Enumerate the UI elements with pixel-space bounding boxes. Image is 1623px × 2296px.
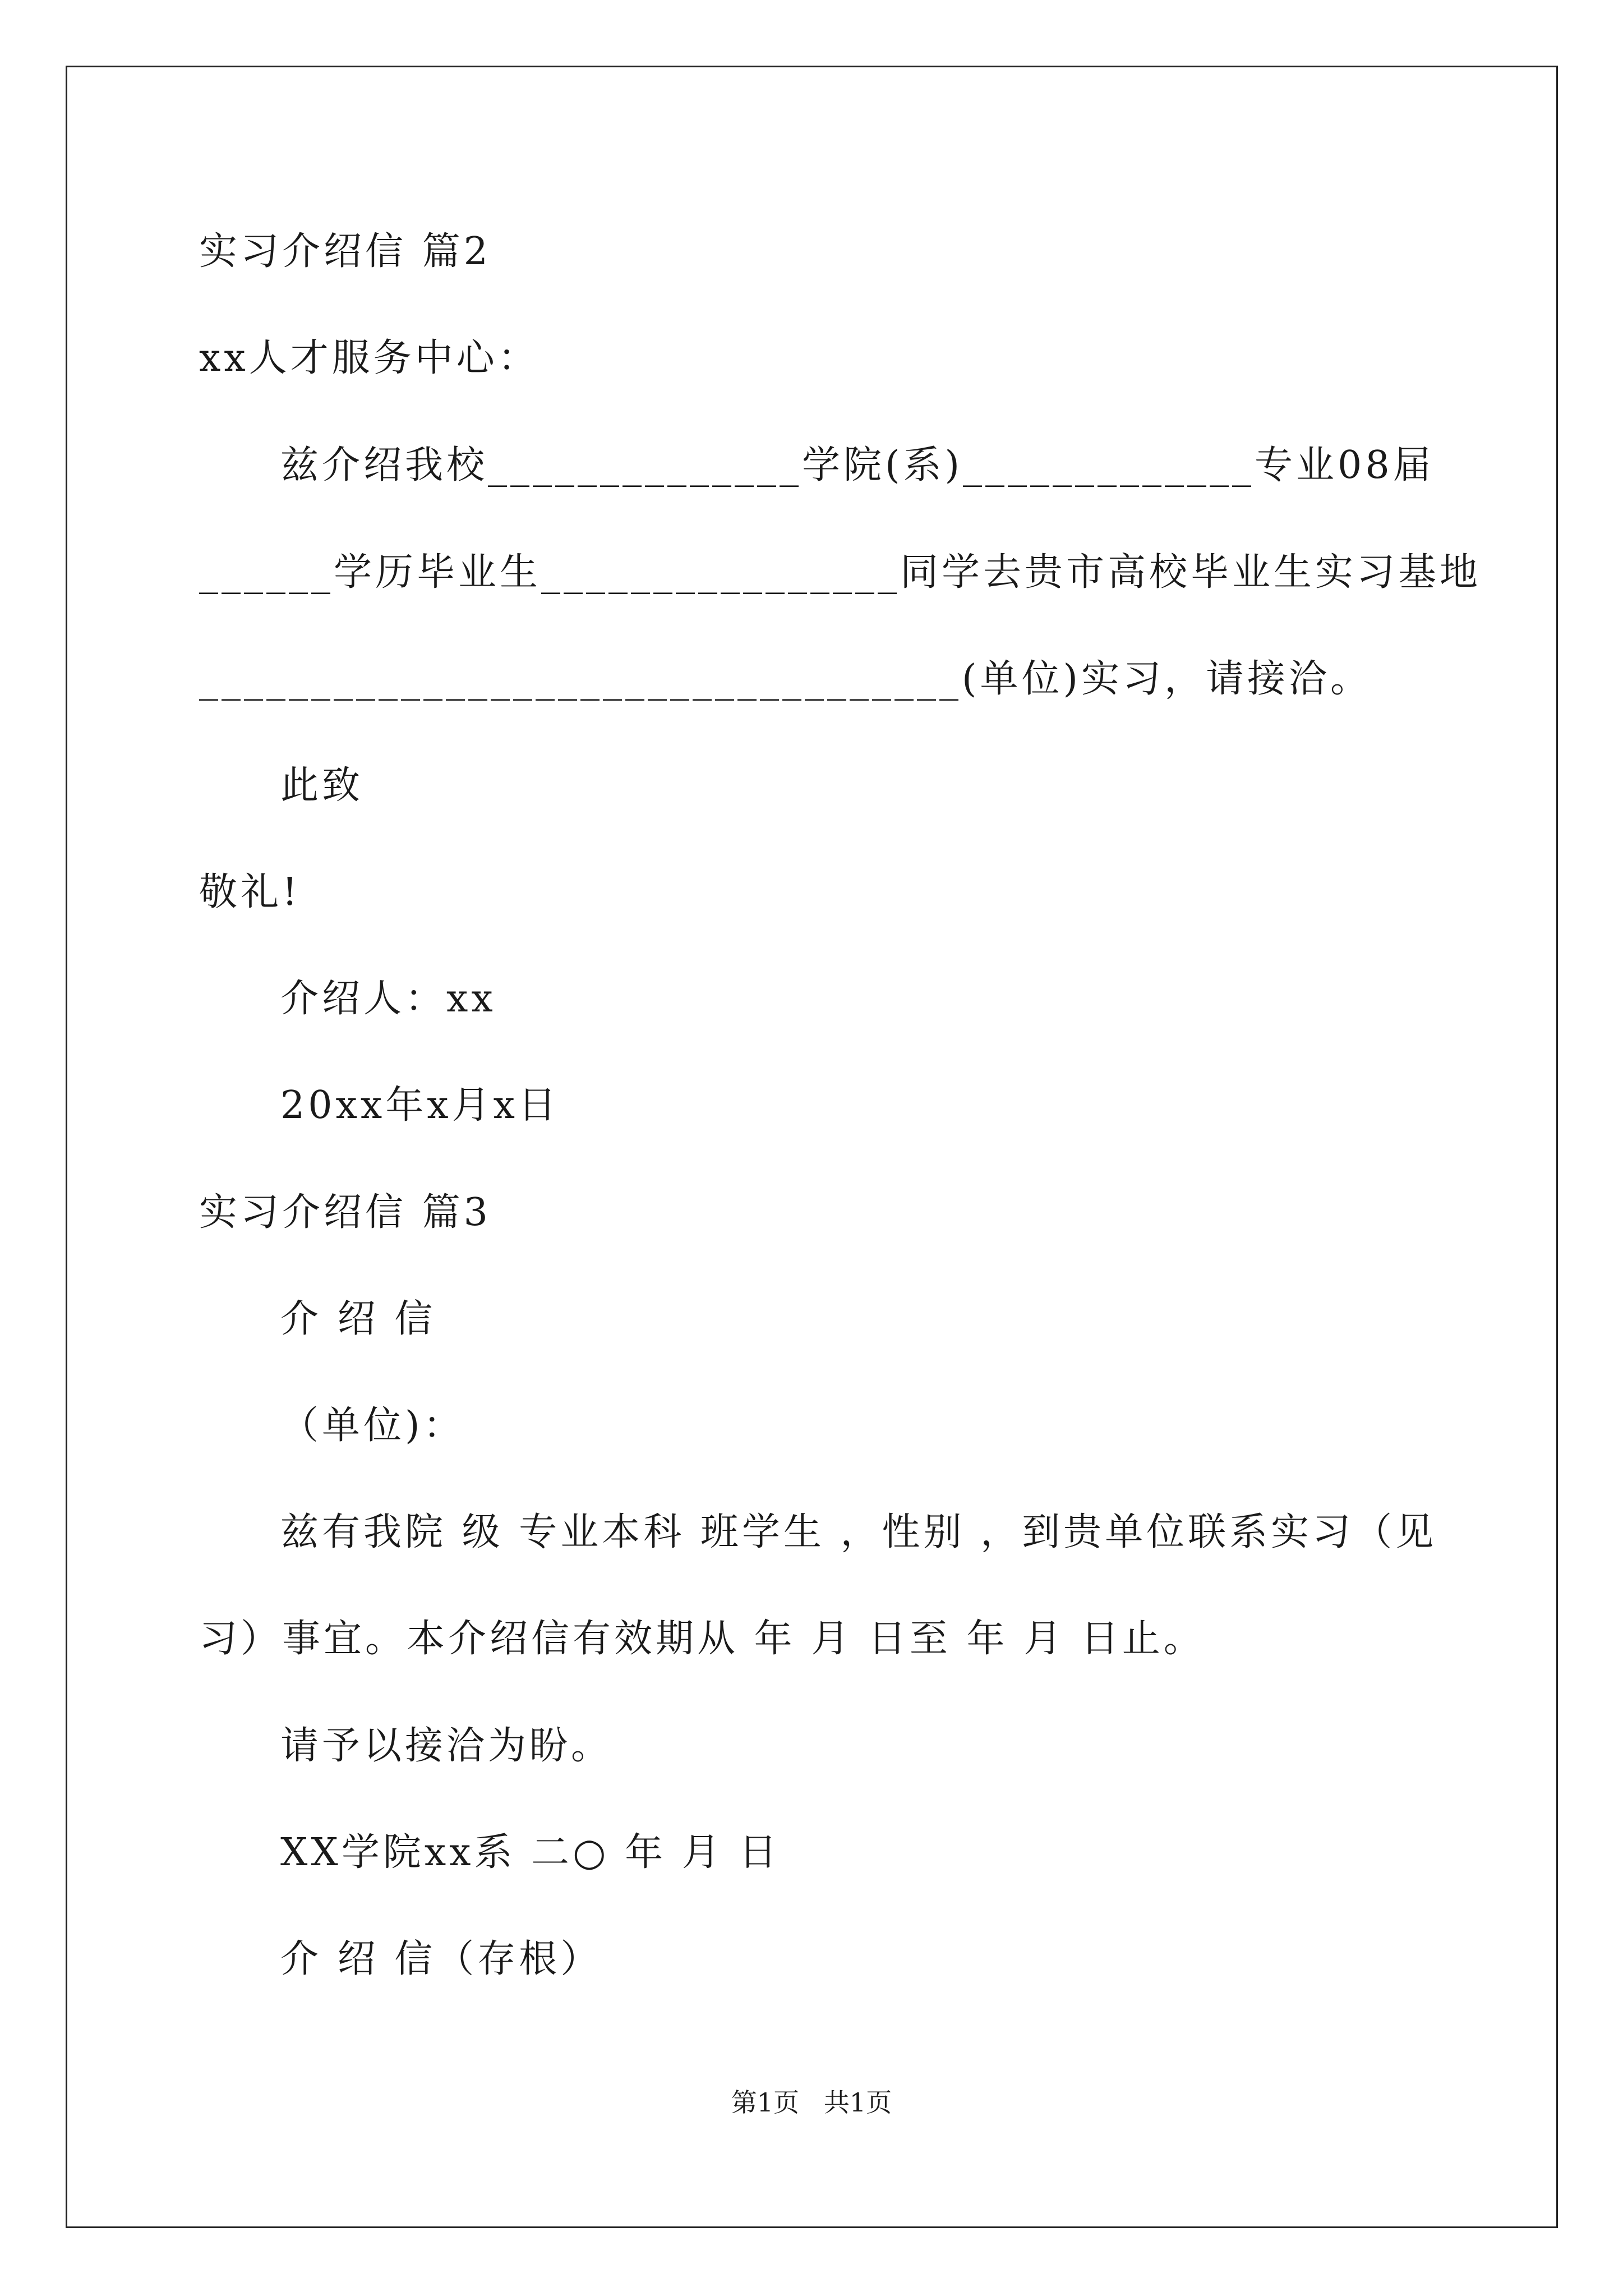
page-number: 第1页 共1页 <box>731 2087 892 2118</box>
body-line-4: 兹有我院 级 专业本科 班学生 ，性别 ，到贵单位联系实习（见 <box>280 1510 1437 1554</box>
section-heading-3: 实习介绍信 篇3 <box>199 1190 491 1235</box>
signature-date-line: XX学院xx系 二○ 年 月 日 <box>280 1830 781 1875</box>
body-line-5: 习）事宜。本介绍信有效期从 年 月 日至 年 月 日止。 <box>199 1617 1205 1661</box>
stub-title: 介 绍 信（存根） <box>280 1937 602 1981</box>
recipient-line: xx人才服务中心： <box>199 336 540 380</box>
date-line: 20xx年x月x日 <box>280 1083 560 1128</box>
body-line-1: 兹介绍我校______________学院(系)_____________专业08届 <box>280 443 1435 487</box>
closing-salutation: 此致 <box>280 763 364 808</box>
page-border <box>66 66 1558 2228</box>
letter-title: 介 绍 信 <box>280 1297 436 1341</box>
closing-regards: 敬礼! <box>199 870 301 914</box>
body-line-3: __________________________________(单位)实习，请接洽。 <box>199 657 1372 701</box>
section-heading-2: 实习介绍信 篇2 <box>199 229 491 274</box>
request-line: 请予以接洽为盼。 <box>280 1724 613 1768</box>
introducer-line: 介绍人：xx <box>280 977 496 1021</box>
addressee-line: （单位)： <box>280 1404 465 1448</box>
body-line-2: ______学历毕业生________________同学去贵市高校毕业生实习基地 <box>199 550 1482 595</box>
